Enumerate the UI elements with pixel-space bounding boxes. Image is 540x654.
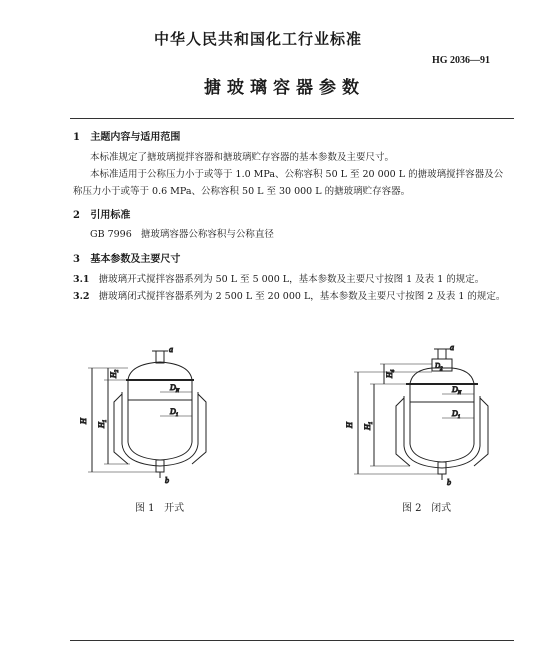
section-1-heading	[73, 128, 180, 143]
label-DN: $D_N$	[170, 383, 180, 394]
label-H2: $H_2$	[109, 369, 120, 378]
label-H4: $H_4$	[385, 369, 396, 378]
section-title: 基本参数及主要尺寸	[90, 254, 181, 265]
label-H: H	[79, 418, 88, 424]
header-divider	[70, 118, 514, 119]
clause-3-2	[73, 288, 505, 305]
clause-number: 3.1	[73, 274, 90, 285]
section-number: 2	[73, 210, 80, 221]
section-title: 引用标准	[90, 210, 131, 221]
standard-number: HG 2036—91	[432, 55, 491, 66]
section-number: 3	[73, 254, 80, 265]
label-H: H	[345, 422, 354, 428]
section-1-para-2-line-2: 称压力小于或等于 0.6 MPa、公称容积 50 L 至 30 000 L 的搪玻璃贮存容器。	[73, 186, 411, 197]
label-D1: $D_1$	[452, 409, 461, 420]
clause-3-1	[73, 271, 484, 288]
section-1-para-1: 本标准规定了搪玻璃搅拌容器和搪玻璃贮存容器的基本参数及主要尺寸。	[90, 152, 395, 163]
figure-1-caption: 图 1 开式	[135, 503, 185, 514]
label-b: b	[165, 476, 169, 485]
section-number: 1	[73, 132, 80, 143]
clause-text: 搪玻璃闭式搅拌容器系列为 2 500 L 至 20 000 L，基本参数及主要尺寸按图 2 及表 1 的规定。	[98, 291, 506, 302]
footer-divider	[70, 640, 514, 641]
figure-1-open-vessel-drawing	[70, 340, 240, 490]
section-2-heading	[73, 206, 130, 221]
figure-2-caption: 图 2 闭式	[402, 503, 452, 514]
label-a: a	[169, 345, 173, 354]
label-H1: $H_1$	[97, 419, 108, 428]
clause-text: 搪玻璃开式搅拌容器系列为 50 L 至 5 000 L，基本参数及主要尺寸按图 1 及表 1 的规定。	[98, 274, 485, 285]
document-title: 搪玻璃容器参数	[204, 78, 365, 98]
label-D1: $D_1$	[170, 407, 179, 418]
label-D2: $D_2$	[435, 362, 443, 372]
standard-category-title: 中华人民共和国化工行业标准	[154, 30, 363, 48]
label-DN: $D_N$	[452, 385, 462, 396]
label-a: a	[450, 343, 454, 352]
clause-number: 3.2	[73, 291, 90, 302]
section-1-para-2-line-1: 本标准适用于公称压力小于或等于 1.0 MPa、公称容积 50 L 至 20 000 L 的搪玻璃搅拌容器及公	[90, 169, 504, 180]
section-title: 主题内容与适用范围	[90, 132, 181, 143]
section-3-heading	[73, 250, 180, 265]
label-H1: $H_1$	[363, 421, 374, 430]
reference-standard: GB 7996 搪玻璃容器公称容积与公称直径	[90, 229, 274, 240]
figure-2-closed-vessel-drawing	[340, 340, 510, 490]
label-b: b	[447, 478, 451, 487]
